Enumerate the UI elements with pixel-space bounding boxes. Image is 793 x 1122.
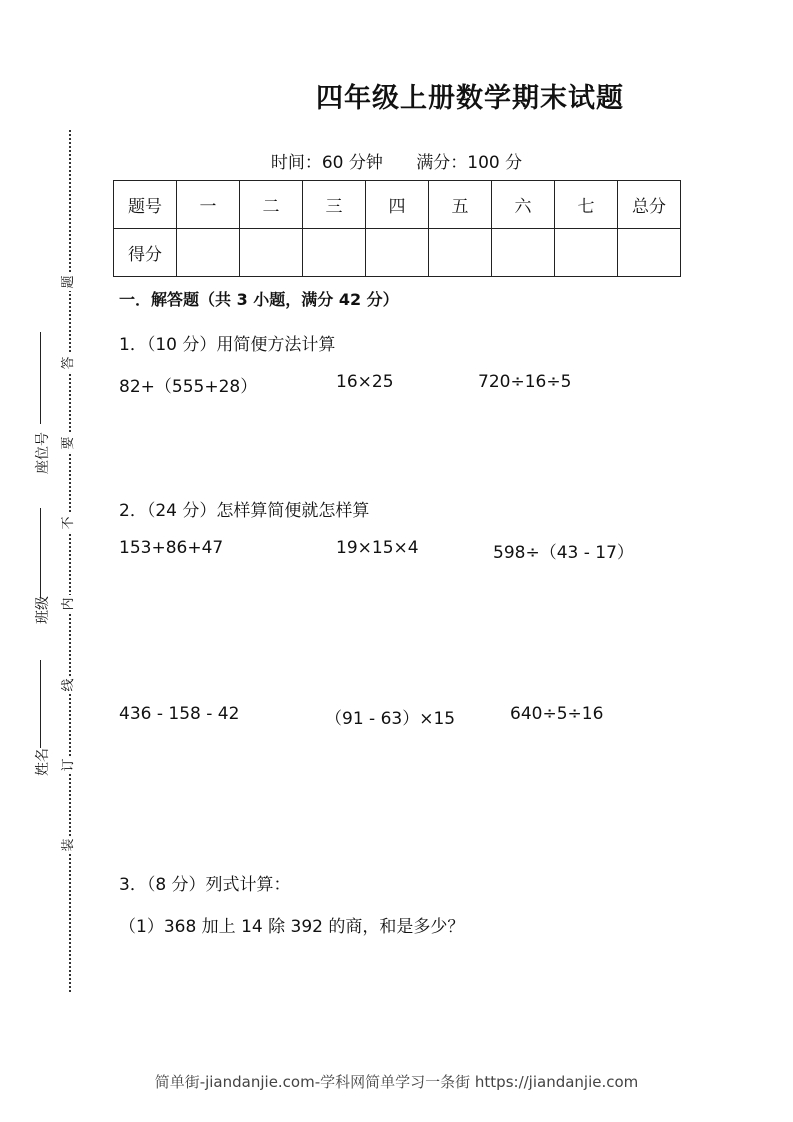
header-cell: 七 [555,181,618,229]
expression: 640÷5÷16 [510,704,604,724]
score-cell[interactable] [177,229,240,277]
name-line[interactable] [40,660,41,748]
row-label-cell: 得分 [114,229,177,277]
expression: （91 - 63）×15 [325,709,456,729]
binding-char: 答 [59,354,79,372]
score-cell[interactable] [555,229,618,277]
score-cell[interactable] [492,229,555,277]
header-cell: 三 [303,181,366,229]
score-cell[interactable] [303,229,366,277]
page-title: 四年级上册数学期末试题 [316,83,624,114]
binding-char: 不 [59,514,79,532]
score-table-header-row [114,181,681,229]
binding-dotted-line [69,130,71,992]
exam-time: 时间：60 分钟 [270,153,383,173]
exam-info [0,148,793,173]
expression: 436 - 158 - 42 [119,704,240,724]
expression: 720÷16÷5 [478,372,572,392]
seat-number-line[interactable] [40,332,41,424]
header-cell: 题号 [114,181,177,229]
expression: 82+（555+28） [119,377,258,397]
binding-char: 线 [59,676,79,694]
expression: 16×25 [336,372,394,392]
binding-char: 订 [59,756,79,774]
question-3-title: 3．（8 分）列式计算： [119,875,291,895]
expression: 598÷（43 - 17） [493,543,634,563]
header-cell: 四 [366,181,429,229]
score-table-score-row [114,229,681,277]
section-title: 一．解答题（共 3 小题，满分 42 分） [119,290,399,309]
binding-char: 内 [59,595,79,613]
score-cell[interactable] [240,229,303,277]
seat-number-label: 座位号 [35,432,51,474]
expression: 19×15×4 [336,538,419,558]
binding-char: 装 [59,836,79,854]
score-table [113,180,681,277]
header-cell: 二 [240,181,303,229]
score-cell[interactable] [429,229,492,277]
footer-text: 简单街-jiandanjie.com-学科网简单学习一条街 https://jiandanjie.com [154,1073,639,1091]
name-label: 姓名 [35,748,51,776]
expression: 153+86+47 [119,538,224,558]
class-line[interactable] [40,508,41,598]
binding-char: 题 [59,273,79,291]
binding-char: 要 [59,434,79,452]
exam-full-score: 满分：100 分 [416,153,523,173]
question-2-title: 2．（24 分）怎样算简便就怎样算 [119,501,370,521]
header-cell: 五 [429,181,492,229]
score-cell[interactable] [618,229,681,277]
header-cell: 一 [177,181,240,229]
header-cell: 六 [492,181,555,229]
class-label: 班级 [35,596,51,624]
score-cell[interactable] [366,229,429,277]
question-3-sub-1: （1）368 加上 14 除 392 的商，和是多少？ [119,917,465,937]
header-cell: 总分 [618,181,681,229]
question-1-title: 1．（10 分）用简便方法计算 [119,335,336,355]
